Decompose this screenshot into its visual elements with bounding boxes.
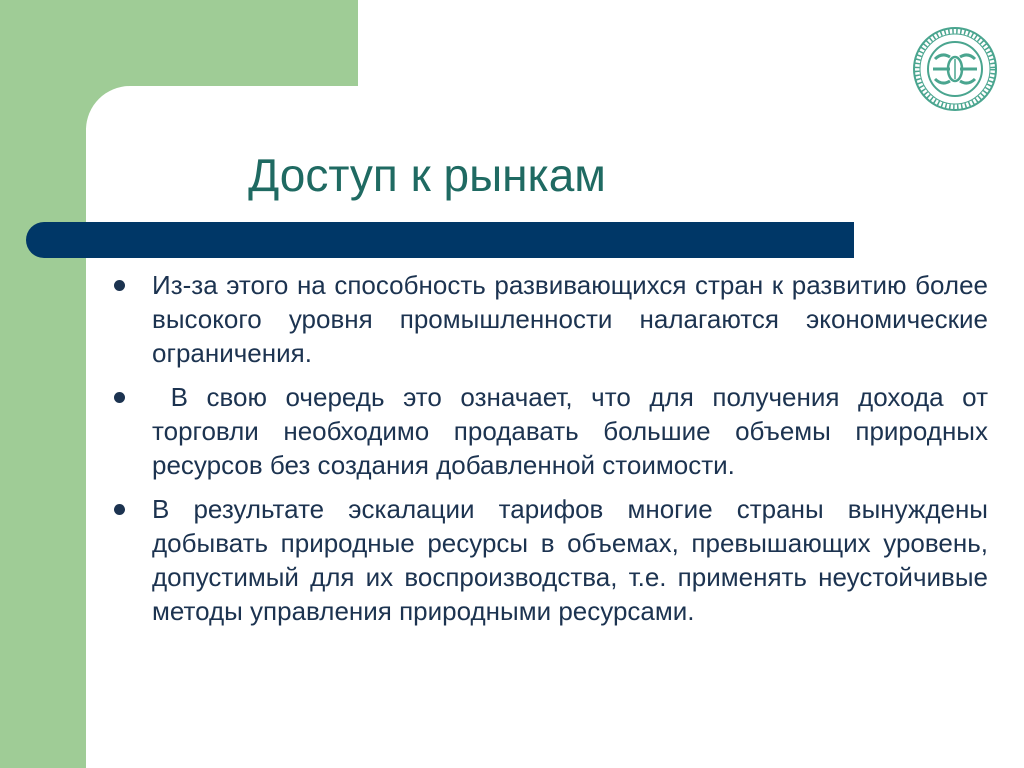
bullet-text: Из-за этого на способность развивающихся стран к развитию более высокого уровня промышленности налагаются экономические ограничения. (152, 270, 988, 368)
bullet-dot-icon (114, 280, 125, 291)
title-divider-bar (26, 222, 854, 258)
bullet-list (108, 268, 996, 638)
slide-title: Доступ к рынкам (248, 149, 606, 201)
bullet-text: В результате эскалации тарифов многие страны вынуждены добывать природные ресурсы в объемах, превышающих уровень, допустимый для их воспроизводства, т.е. применять неустойчивые методы управления природными ресурсами. (152, 494, 988, 626)
emblem-logo-icon (912, 26, 998, 112)
bullet-item (108, 380, 996, 482)
bullet-item (108, 492, 988, 628)
bullet-item (108, 268, 988, 370)
bullet-dot-icon (114, 504, 125, 515)
bullet-dot-icon (114, 392, 125, 403)
bullet-text: В свою очередь это означает, что для получения дохода от торговли необходимо продавать большие объемы природных ресурсов без создания добавленной стоимости. (152, 382, 996, 480)
